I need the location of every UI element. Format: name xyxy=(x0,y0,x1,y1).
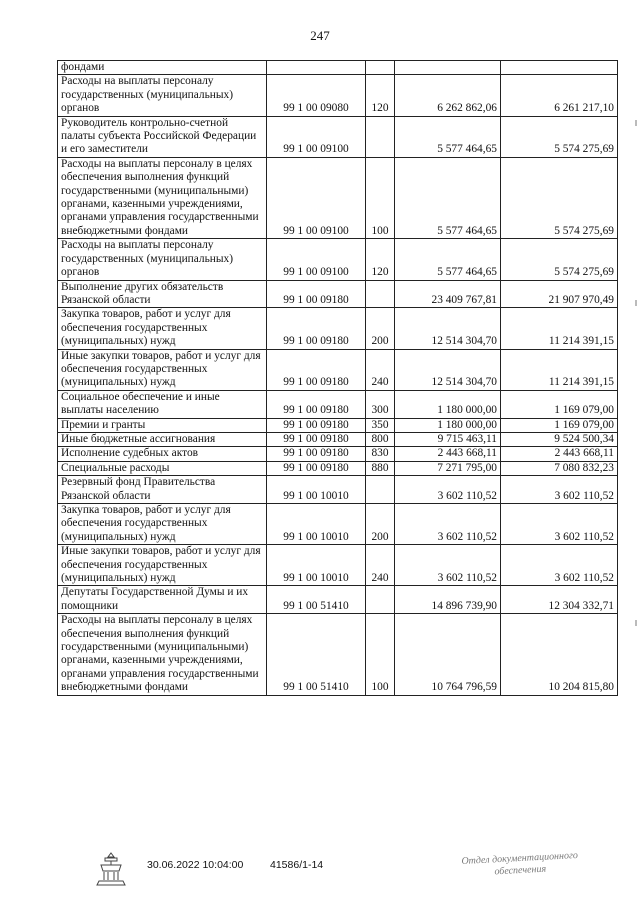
cell-type xyxy=(366,280,395,308)
cell-code: 99 1 00 09100 xyxy=(267,157,366,238)
cell-type: 880 xyxy=(366,461,395,475)
cell-name: Расходы на выплаты персоналу государственных (муниципальных) органов xyxy=(58,239,267,280)
cell-v2: 12 304 332,71 xyxy=(501,586,618,614)
cell-name: Расходы на выплаты персоналу в целях обеспечения выполнения функций государственными (муниципальными) органами, казенными учреждениями, органами управления государственными внебюджетными фондами xyxy=(58,157,267,238)
cell-v1: 5 577 464,65 xyxy=(395,157,501,238)
cell-type: 100 xyxy=(366,157,395,238)
cell-v2: 9 524 500,34 xyxy=(501,432,618,446)
table-row xyxy=(58,349,618,390)
cell-v2: 3 602 110,52 xyxy=(501,476,618,504)
cell-type xyxy=(366,61,395,75)
budget-table xyxy=(57,60,618,696)
cell-v2: 5 574 275,69 xyxy=(501,239,618,280)
cell-v1: 7 271 795,00 xyxy=(395,461,501,475)
cell-type xyxy=(366,116,395,157)
cell-v1: 3 602 110,52 xyxy=(395,476,501,504)
cell-v2: 1 169 079,00 xyxy=(501,390,618,418)
cell-v2: 21 907 970,49 xyxy=(501,280,618,308)
cell-v1: 12 514 304,70 xyxy=(395,308,501,349)
cell-v1: 10 764 796,59 xyxy=(395,614,501,695)
cell-v2: 1 169 079,00 xyxy=(501,418,618,432)
cell-v2: 3 602 110,52 xyxy=(501,504,618,545)
table-row xyxy=(58,476,618,504)
cell-code: 99 1 00 09080 xyxy=(267,75,366,116)
cell-name: Специальные расходы xyxy=(58,461,267,475)
cell-type: 240 xyxy=(366,545,395,586)
table-row xyxy=(58,308,618,349)
page-number: 247 xyxy=(310,28,330,43)
cell-v2: 6 261 217,10 xyxy=(501,75,618,116)
table-row xyxy=(58,447,618,461)
cell-code: 99 1 00 09180 xyxy=(267,418,366,432)
cell-type: 200 xyxy=(366,308,395,349)
table-row xyxy=(58,504,618,545)
cell-v2: 10 204 815,80 xyxy=(501,614,618,695)
cell-code: 99 1 00 09180 xyxy=(267,349,366,390)
cell-code: 99 1 00 09180 xyxy=(267,280,366,308)
footer-timestamp: 30.06.2022 10:04:00 xyxy=(147,859,244,871)
cell-type: 100 xyxy=(366,614,395,695)
cell-name: Расходы на выплаты персоналу государственных (муниципальных) органов xyxy=(58,75,267,116)
cell-code: 99 1 00 10010 xyxy=(267,504,366,545)
cell-type xyxy=(366,586,395,614)
cell-code: 99 1 00 51410 xyxy=(267,586,366,614)
cell-v1: 2 443 668,11 xyxy=(395,447,501,461)
cell-name: Выполнение других обязательств Рязанской области xyxy=(58,280,267,308)
table-row xyxy=(58,586,618,614)
table-row xyxy=(58,239,618,280)
cell-type: 800 xyxy=(366,432,395,446)
cell-name: Руководитель контрольно-счетной палаты субъекта Российской Федерации и его заместители xyxy=(58,116,267,157)
table-row xyxy=(58,545,618,586)
cell-name: Иные бюджетные ассигнования xyxy=(58,432,267,446)
cell-type: 240 xyxy=(366,349,395,390)
cell-name: Резервный фонд Правительства Рязанской области xyxy=(58,476,267,504)
cell-code: 99 1 00 51410 xyxy=(267,614,366,695)
cell-type: 830 xyxy=(366,447,395,461)
cell-code: 99 1 00 10010 xyxy=(267,545,366,586)
cell-v1 xyxy=(395,61,501,75)
cell-v2: 5 574 275,69 xyxy=(501,157,618,238)
cell-name: Иные закупки товаров, работ и услуг для обеспечения государственных (муниципальных) нужд xyxy=(58,349,267,390)
table-row xyxy=(58,390,618,418)
stamp-line-2: обеспечения xyxy=(494,863,547,878)
department-stamp xyxy=(439,849,600,881)
cell-type xyxy=(366,476,395,504)
cell-v2: 2 443 668,11 xyxy=(501,447,618,461)
cell-v2: 3 602 110,52 xyxy=(501,545,618,586)
table-row xyxy=(58,461,618,475)
cell-name: Премии и гранты xyxy=(58,418,267,432)
cell-name: фондами xyxy=(58,61,267,75)
table-row xyxy=(58,614,618,695)
table-row xyxy=(58,432,618,446)
cell-v2: 7 080 832,23 xyxy=(501,461,618,475)
cell-name: Депутаты Государственной Думы и их помощники xyxy=(58,586,267,614)
cell-v2: 11 214 391,15 xyxy=(501,308,618,349)
cell-v1: 6 262 862,06 xyxy=(395,75,501,116)
footer xyxy=(0,845,640,905)
edge-mark xyxy=(635,620,637,626)
cell-code: 99 1 00 09180 xyxy=(267,390,366,418)
cell-v1: 3 602 110,52 xyxy=(395,504,501,545)
cell-code: 99 1 00 10010 xyxy=(267,476,366,504)
coat-of-arms-icon xyxy=(95,851,127,887)
edge-mark xyxy=(635,120,637,126)
table-row xyxy=(58,75,618,116)
cell-name: Социальное обеспечение и иные выплаты населению xyxy=(58,390,267,418)
cell-v2: 5 574 275,69 xyxy=(501,116,618,157)
cell-type: 300 xyxy=(366,390,395,418)
table-row xyxy=(58,157,618,238)
table-row xyxy=(58,61,618,75)
cell-v1: 5 577 464,65 xyxy=(395,116,501,157)
cell-name: Закупка товаров, работ и услуг для обеспечения государственных (муниципальных) нужд xyxy=(58,308,267,349)
cell-v1: 23 409 767,81 xyxy=(395,280,501,308)
stamp-line-1: Отдел документационного xyxy=(461,849,579,868)
cell-v2 xyxy=(501,61,618,75)
table-row xyxy=(58,116,618,157)
cell-type: 200 xyxy=(366,504,395,545)
table-row xyxy=(58,280,618,308)
cell-v1: 1 180 000,00 xyxy=(395,390,501,418)
cell-code: 99 1 00 09180 xyxy=(267,447,366,461)
footer-doc-number: 41586/1-14 xyxy=(270,859,324,871)
cell-v1: 9 715 463,11 xyxy=(395,432,501,446)
cell-code xyxy=(267,61,366,75)
cell-code: 99 1 00 09180 xyxy=(267,461,366,475)
cell-v1: 14 896 739,90 xyxy=(395,586,501,614)
cell-code: 99 1 00 09100 xyxy=(267,116,366,157)
cell-v1: 3 602 110,52 xyxy=(395,545,501,586)
cell-name: Закупка товаров, работ и услуг для обеспечения государственных (муниципальных) нужд xyxy=(58,504,267,545)
cell-name: Исполнение судебных актов xyxy=(58,447,267,461)
cell-type: 120 xyxy=(366,75,395,116)
cell-type: 120 xyxy=(366,239,395,280)
cell-code: 99 1 00 09100 xyxy=(267,239,366,280)
cell-type: 350 xyxy=(366,418,395,432)
edge-mark xyxy=(635,300,637,306)
table-row xyxy=(58,418,618,432)
cell-v1: 5 577 464,65 xyxy=(395,239,501,280)
cell-code: 99 1 00 09180 xyxy=(267,308,366,349)
cell-code: 99 1 00 09180 xyxy=(267,432,366,446)
cell-v1: 1 180 000,00 xyxy=(395,418,501,432)
cell-name: Иные закупки товаров, работ и услуг для обеспечения государственных (муниципальных) нужд xyxy=(58,545,267,586)
cell-name: Расходы на выплаты персоналу в целях обеспечения выполнения функций государственными (муниципальными) органами, казенными учреждениями, органами управления государственными внебюджетными фондами xyxy=(58,614,267,695)
cell-v1: 12 514 304,70 xyxy=(395,349,501,390)
cell-v2: 11 214 391,15 xyxy=(501,349,618,390)
